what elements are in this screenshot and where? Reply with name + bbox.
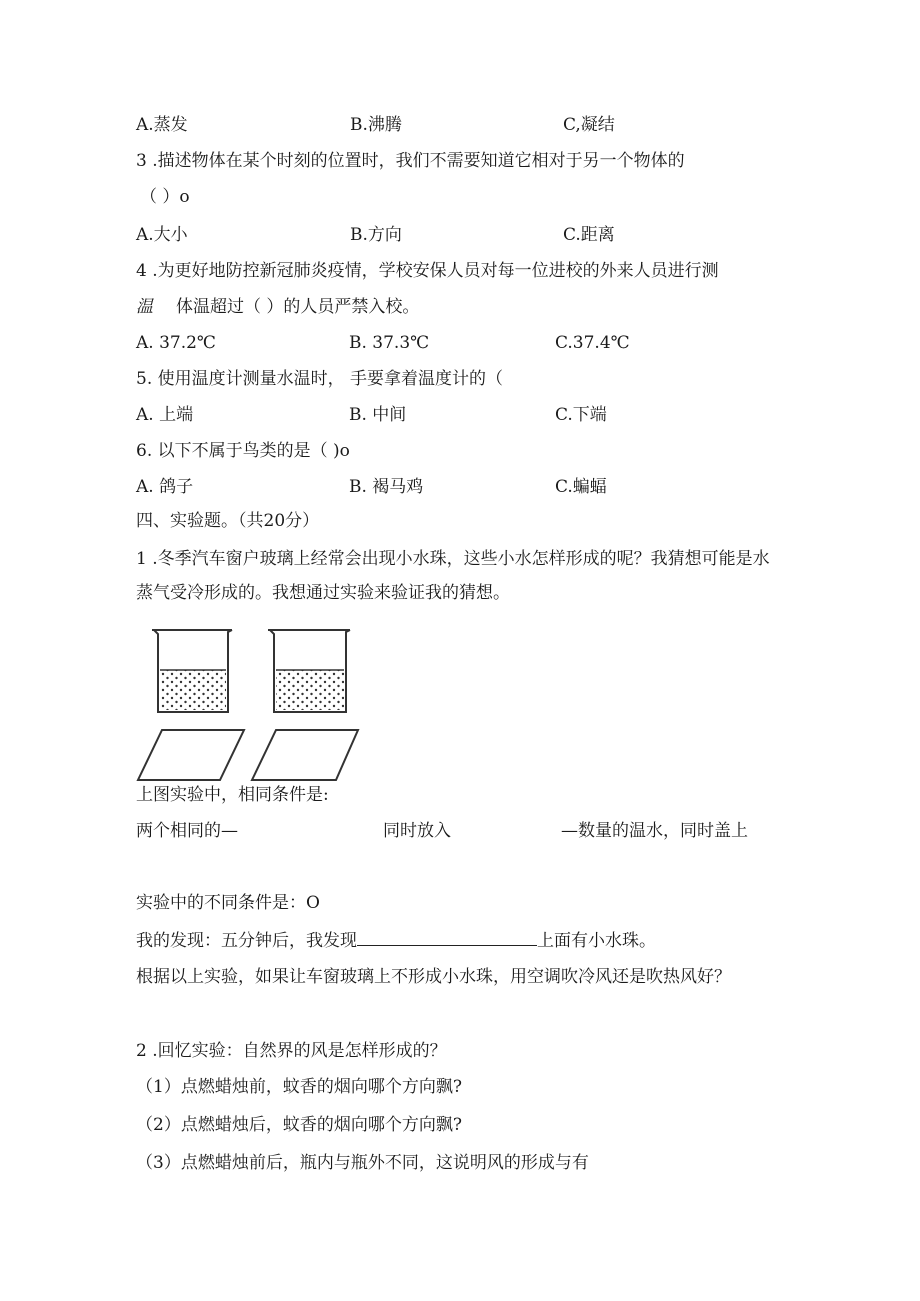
glass-plate-left — [138, 730, 244, 780]
q6-option-a: A. 鸽子 — [136, 477, 194, 497]
beaker-experiment-figure — [134, 624, 370, 784]
q6-text: 6. 以下不属于鸟类的是（ )o — [136, 441, 350, 461]
q4-line2-prefix: 温 — [136, 297, 153, 317]
same-conditions-part2: 同时放入 — [383, 821, 451, 841]
q3-option-c: C.距离 — [563, 225, 615, 245]
q3-option-a: A.大小 — [136, 225, 188, 245]
q4-text: 4 .为更好地防控新冠肺炎疫情，学校安保人员对每一位进校的外来人员进行测 — [136, 261, 719, 281]
q4-line2-text: 体温超过（ ）的人员严禁入校。 — [176, 297, 420, 317]
q4-option-a: A. 37.2℃ — [136, 333, 216, 353]
q3-answer-blank: （ ）o — [140, 187, 190, 207]
finding-suffix: 上面有小水珠。 — [537, 931, 656, 951]
q3-option-b: B.方向 — [350, 225, 402, 245]
q5-option-c: C.下端 — [555, 405, 607, 425]
exp1-line2: 蒸气受冷形成的。我想通过实验来验证我的猜想。 — [136, 583, 510, 603]
different-conditions: 实验中的不同条件是：O — [136, 893, 320, 913]
q2-option-b: B.沸腾 — [350, 115, 402, 135]
beaker-left-water — [160, 670, 226, 710]
section-heading: 四、实验题。（共20分） — [136, 511, 320, 531]
finding-line — [136, 930, 656, 952]
q3-text: 3 .描述物体在某个时刻的位置时，我们不需要知道它相对于另一个物体的 — [136, 151, 685, 171]
q4-option-c: C.37.4℃ — [555, 333, 630, 353]
q2-option-a: A.蒸发 — [136, 115, 188, 135]
q5-text: 5. 使用温度计测量水温时， 手要拿着温度计的（ — [136, 369, 504, 389]
exp2-title: 2 .回忆实验：自然界的风是怎样形成的？ — [136, 1041, 447, 1061]
q5-option-a: A. 上端 — [136, 405, 194, 425]
q5-option-b: B. 中间 — [349, 405, 407, 425]
exp1-line1: 1 .冬季汽车窗户玻璃上经常会出现小水珠，这些小水怎样形成的呢？我猜想可能是水 — [136, 549, 770, 569]
q6-option-c: C.蝙蝠 — [555, 477, 607, 497]
q2-option-c: C,凝结 — [563, 115, 615, 135]
exp2-question-2: （2）点燃蜡烛后，蚊香的烟向哪个方向飘? — [136, 1115, 462, 1135]
figure-caption: 上图实验中，相同条件是: — [136, 785, 329, 805]
same-conditions-part1: 两个相同的— — [136, 821, 238, 841]
exp2-question-1: （1）点燃蜡烛前，蚊香的烟向哪个方向飘? — [136, 1077, 462, 1097]
glass-plate-right — [252, 730, 358, 780]
same-conditions-part3: —数量的温水，同时盖上 — [561, 821, 748, 841]
exp2-question-3: （3）点燃蜡烛前后，瓶内与瓶外不同，这说明风的形成与有 — [136, 1153, 589, 1173]
beaker-right-water — [276, 670, 344, 710]
q4-option-b: B. 37.3℃ — [349, 333, 430, 353]
finding-blank[interactable] — [357, 931, 537, 946]
q6-option-b: B. 褐马鸡 — [349, 477, 424, 497]
finding-prefix: 我的发现：五分钟后，我发现 — [136, 931, 357, 951]
exp1-question: 根据以上实验，如果让车窗玻璃上不形成小水珠，用空调吹冷风还是吹热风好？ — [136, 967, 731, 987]
